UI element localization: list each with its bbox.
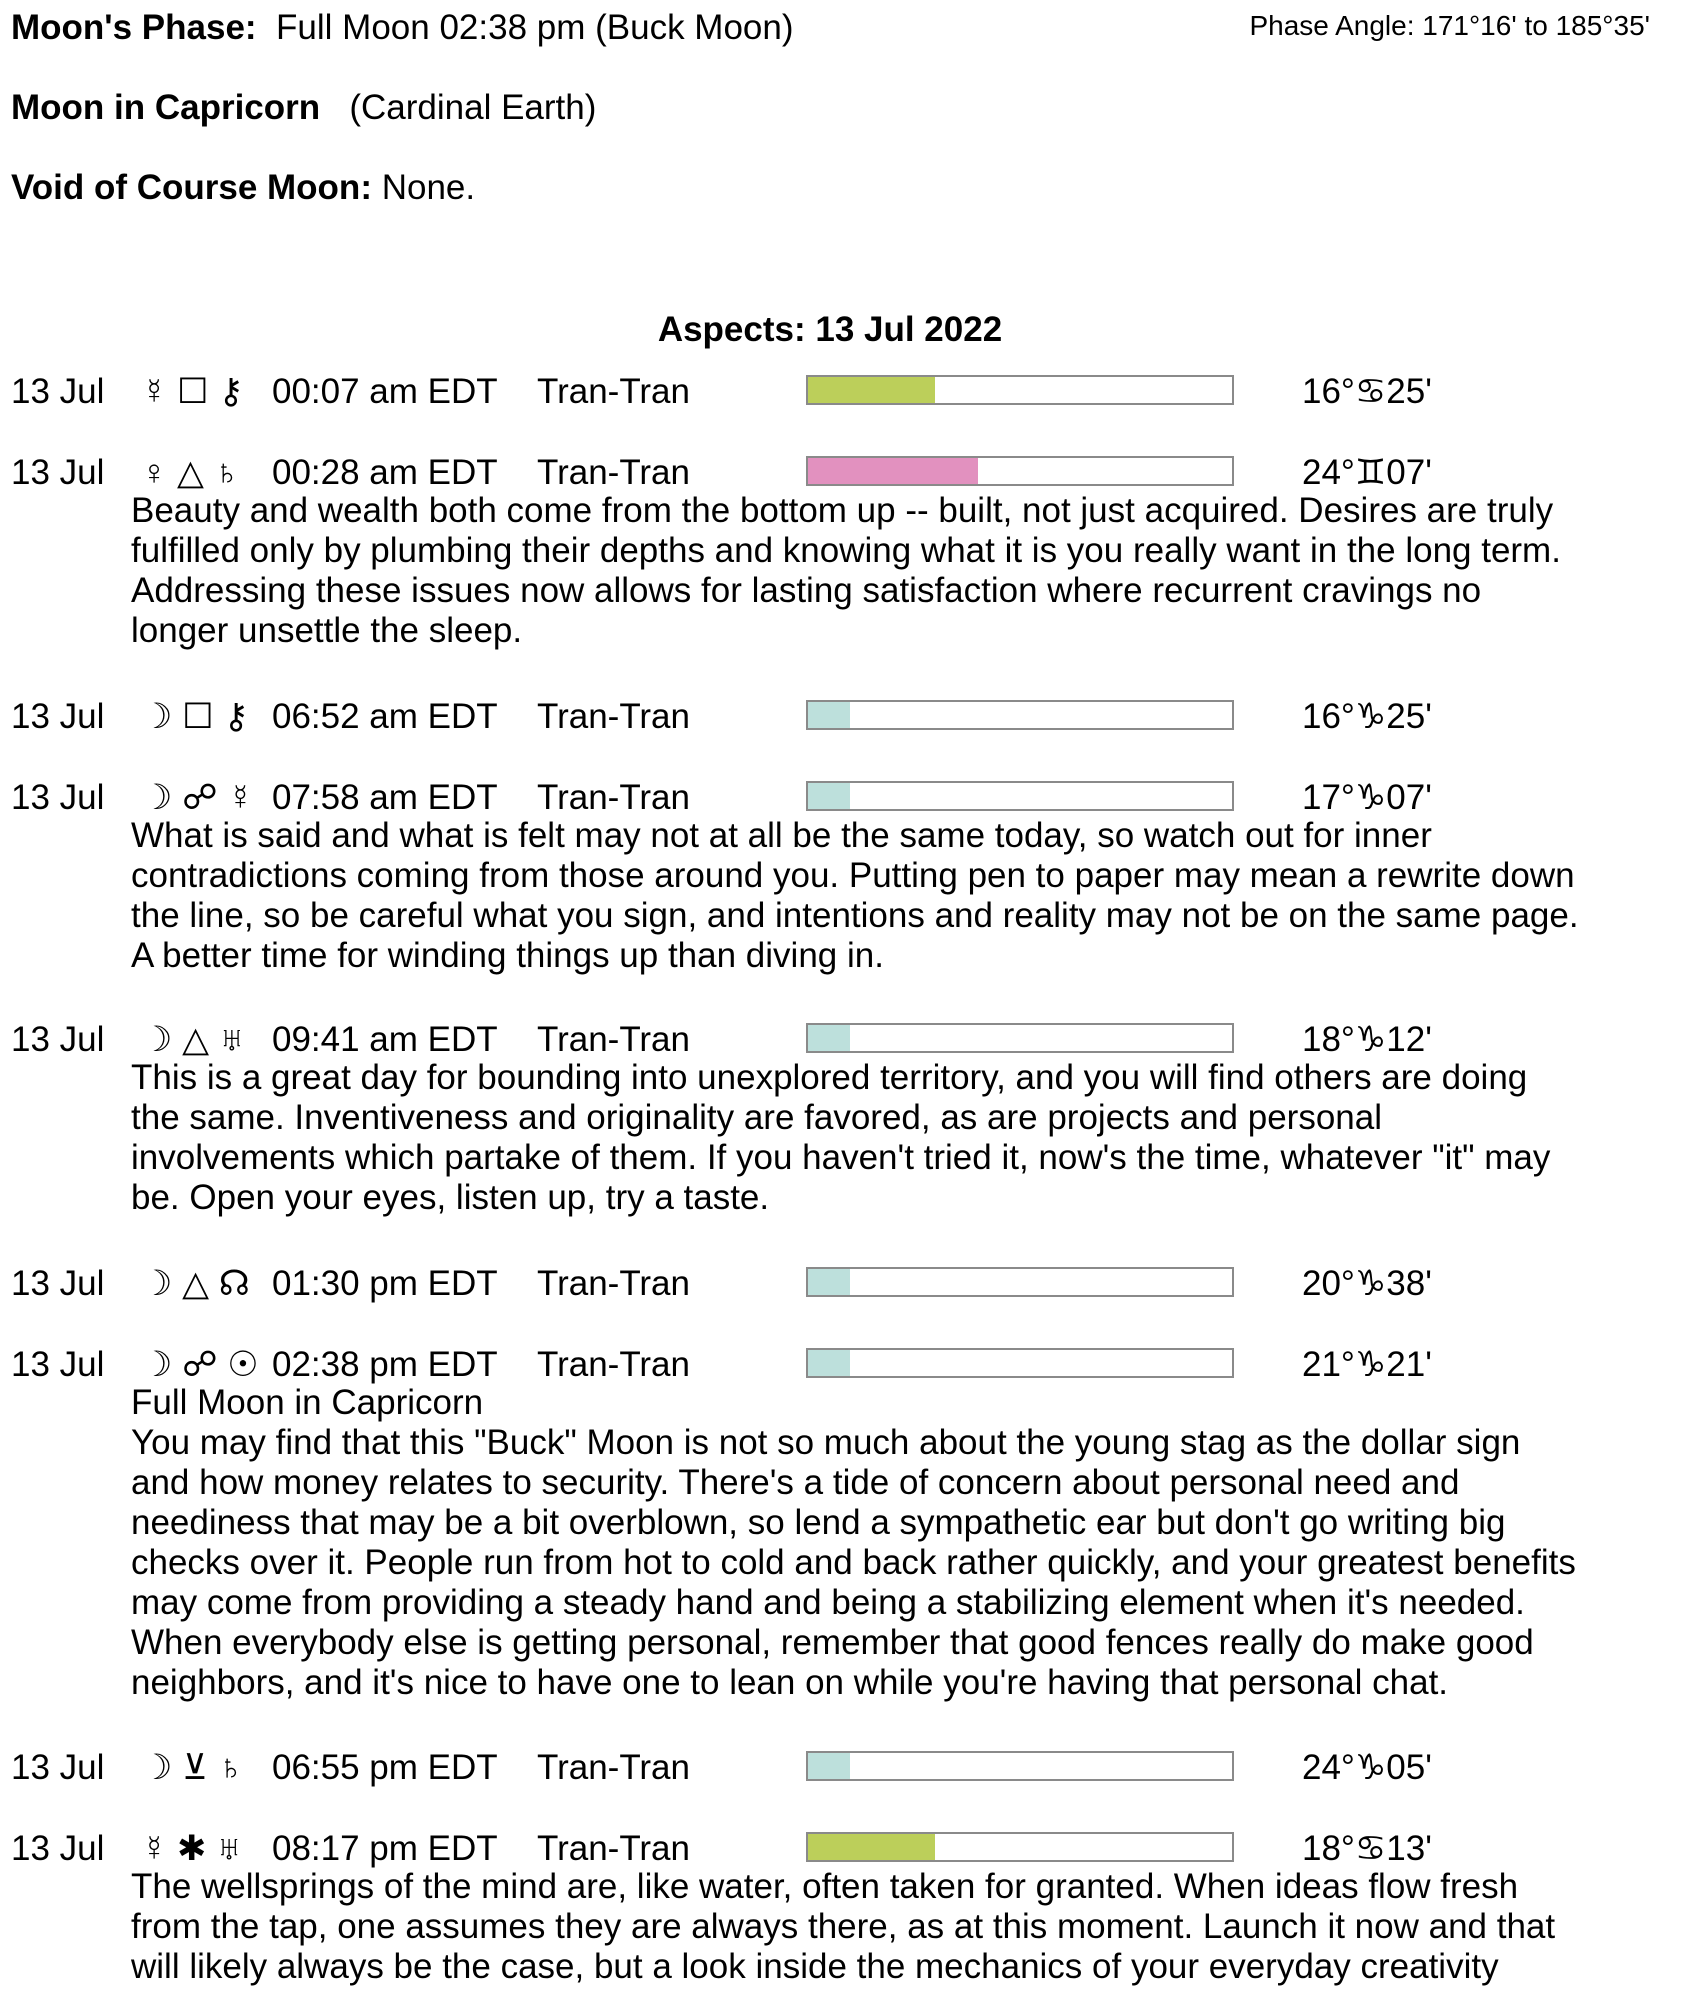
aspect-description (131, 816, 1651, 976)
aspect-date: 13 Jul (11, 1829, 105, 1868)
aspect-position: 16°♑25' (1302, 697, 1432, 736)
aspect-time: 02:38 pm EDT (272, 1345, 498, 1384)
aspect-position: 18°♋13' (1302, 1829, 1432, 1868)
aspect-date: 13 Jul (11, 372, 105, 411)
aspect-glyphs: ☽ ☍ ☿ (141, 778, 254, 817)
aspect-description-line: What is said and what is felt may not at all be the same today, so watch out for inner (131, 816, 1432, 855)
aspect-strength-bar (806, 1751, 1234, 1781)
aspect-glyphs: ♀ △ ♄ (141, 453, 240, 492)
aspect-time: 01:30 pm EDT (272, 1264, 498, 1303)
aspect-glyphs: ☿ ✱ ♅ (141, 1829, 243, 1868)
aspect-type: Tran-Tran (537, 778, 690, 817)
aspect-time: 08:17 pm EDT (272, 1829, 498, 1868)
void-of-course-line (11, 168, 475, 208)
aspect-strength-bar (806, 375, 1234, 405)
aspect-position: 16°♋25' (1302, 372, 1432, 411)
aspect-description-line: the same. Inventiveness and originality are favored, as are projects and personal (131, 1098, 1382, 1137)
aspect-entry (0, 1018, 1690, 1218)
aspect-description (131, 1058, 1651, 1218)
aspect-strength-fill (808, 702, 850, 728)
aspect-type: Tran-Tran (537, 1264, 690, 1303)
aspect-strength-bar (806, 1348, 1234, 1378)
moon-sign-label: Moon in Capricorn (11, 88, 321, 127)
aspect-description-line: The wellsprings of the mind are, like water, often taken for granted. When ideas flow fresh (131, 1867, 1519, 1906)
aspect-description-line: A better time for winding things up than diving in. (131, 936, 884, 975)
aspect-type: Tran-Tran (537, 1748, 690, 1787)
aspect-type: Tran-Tran (537, 1345, 690, 1384)
aspect-description (131, 1867, 1651, 1987)
moon-sign-line (11, 88, 596, 128)
aspect-description-line: neighbors, and it's nice to have one to lean on while you're having that personal chat. (131, 1663, 1449, 1702)
aspect-position: 20°♑38' (1302, 1264, 1432, 1303)
aspect-type: Tran-Tran (537, 453, 690, 492)
aspect-description-line: involvements which partake of them. If you haven't tried it, now's the time, whatever "it" may (131, 1138, 1551, 1177)
aspect-strength-bar (806, 1832, 1234, 1862)
aspect-date: 13 Jul (11, 1748, 105, 1787)
aspect-description-line: may come from providing a steady hand and being a stabilizing element when it's needed. (131, 1583, 1525, 1622)
moon-phase-label: Moon's Phase: (11, 8, 257, 47)
aspect-strength-fill (808, 1350, 850, 1376)
aspect-position: 24°♑05' (1302, 1748, 1432, 1787)
aspect-strength-bar (806, 700, 1234, 730)
aspect-strength-fill (808, 1834, 935, 1860)
aspect-position: 18°♑12' (1302, 1020, 1432, 1059)
aspect-description-line: contradictions coming from those around you. Putting pen to paper may mean a rewrite down (131, 856, 1575, 895)
aspect-strength-bar (806, 456, 1234, 486)
phase-angle: Phase Angle: 171°16' to 185°35' (1249, 10, 1650, 41)
aspect-description-line: longer unsettle the sleep. (131, 611, 523, 650)
aspect-time: 06:52 am EDT (272, 697, 498, 736)
aspect-entry (0, 370, 1690, 414)
aspect-strength-bar (806, 1023, 1234, 1053)
aspect-time: 09:41 am EDT (272, 1020, 498, 1059)
aspect-description-line: checks over it. People run from hot to cold and back rather quickly, and your greatest benefits (131, 1543, 1576, 1582)
aspect-glyphs: ☽ △ ☊ (141, 1264, 250, 1303)
aspect-strength-fill (808, 377, 935, 403)
aspect-entry (0, 1827, 1690, 1987)
aspect-position: 21°♑21' (1302, 1345, 1432, 1384)
aspect-description-line: When everybody else is getting personal, remember that good fences really do make good (131, 1623, 1534, 1662)
aspect-description-line: will likely always be the case, but a look inside the mechanics of your everyday creativity (131, 1947, 1499, 1986)
aspect-glyphs: ☿ ☐ ⚷ (141, 372, 244, 411)
aspect-date: 13 Jul (11, 1020, 105, 1059)
aspect-description-line: You may find that this "Buck" Moon is not so much about the young stag as the dollar sign (131, 1423, 1521, 1462)
aspect-description (131, 1383, 1651, 1703)
aspect-entry (0, 1746, 1690, 1790)
aspect-date: 13 Jul (11, 697, 105, 736)
aspect-description (131, 491, 1651, 651)
aspects-title: Aspects: 13 Jul 2022 (657, 310, 1003, 349)
aspect-date: 13 Jul (11, 1264, 105, 1303)
aspect-description-line: the line, so be careful what you sign, and intentions and reality may not be on the same page. (131, 896, 1579, 935)
aspect-time: 00:28 am EDT (272, 453, 498, 492)
aspect-description-line: fulfilled only by plumbing their depths and knowing what it is you really want in the long term. (131, 531, 1561, 570)
aspect-row (0, 451, 1690, 495)
void-of-course-label: Void of Course Moon: (11, 168, 372, 207)
aspect-type: Tran-Tran (537, 1829, 690, 1868)
aspect-glyphs: ☽ ⊻ ♄ (141, 1748, 244, 1787)
aspect-strength-fill (808, 458, 978, 484)
aspect-description-line: and how money relates to security. There's a tide of concern about personal need and (131, 1463, 1460, 1502)
aspect-date: 13 Jul (11, 778, 105, 817)
aspect-row (0, 1746, 1690, 1790)
void-of-course-value: None. (381, 168, 476, 207)
moon-phase-line (11, 8, 794, 48)
aspect-glyphs: ☽ ☍ ☉ (141, 1345, 259, 1384)
aspect-strength-fill (808, 783, 850, 809)
aspect-time: 00:07 am EDT (272, 372, 498, 411)
aspect-row (0, 1262, 1690, 1306)
aspect-position: 17°♑07' (1302, 778, 1432, 817)
aspect-row (0, 776, 1690, 820)
aspect-strength-fill (808, 1753, 850, 1779)
aspect-strength-bar (806, 1267, 1234, 1297)
aspect-row (0, 1343, 1690, 1387)
aspect-glyphs: ☽ ☐ ⚷ (141, 697, 249, 736)
aspect-type: Tran-Tran (537, 1020, 690, 1059)
aspect-date: 13 Jul (11, 1345, 105, 1384)
aspect-description-line: Addressing these issues now allows for lasting satisfaction where recurrent cravings no (131, 571, 1482, 610)
aspect-description-line: Beauty and wealth both come from the bottom up -- built, not just acquired. Desires are truly (131, 491, 1554, 530)
aspect-row (0, 1018, 1690, 1062)
aspect-type: Tran-Tran (537, 697, 690, 736)
aspect-time: 06:55 pm EDT (272, 1748, 498, 1787)
aspect-entry (0, 695, 1690, 739)
aspect-description-title: Full Moon in Capricorn (131, 1383, 484, 1422)
aspect-description-line: from the tap, one assumes they are always there, as at this moment. Launch it now and that (131, 1907, 1556, 1946)
aspect-description-line: neediness that may be a bit overblown, so lend a sympathetic ear but don't go writing big (131, 1503, 1506, 1542)
aspect-description-line: This is a great day for bounding into unexplored territory, and you will find others are doing (131, 1058, 1528, 1097)
aspect-description-line: be. Open your eyes, listen up, try a taste. (131, 1178, 770, 1217)
aspect-time: 07:58 am EDT (272, 778, 498, 817)
aspect-entry (0, 451, 1690, 651)
aspect-strength-fill (808, 1025, 850, 1051)
aspect-entry (0, 1343, 1690, 1703)
aspect-row (0, 370, 1690, 414)
aspect-row (0, 1827, 1690, 1871)
aspect-strength-fill (808, 1269, 850, 1295)
aspect-entry (0, 1262, 1690, 1306)
aspect-date: 13 Jul (11, 453, 105, 492)
moon-sign-value: (Cardinal Earth) (349, 88, 597, 127)
aspect-entry (0, 776, 1690, 976)
aspect-strength-bar (806, 781, 1234, 811)
aspect-glyphs: ☽ △ ♅ (141, 1020, 245, 1059)
moon-phase-value: Full Moon 02:38 pm (Buck Moon) (276, 8, 794, 47)
aspect-position: 24°♊07' (1302, 453, 1432, 492)
aspect-row (0, 695, 1690, 739)
aspect-type: Tran-Tran (537, 372, 690, 411)
